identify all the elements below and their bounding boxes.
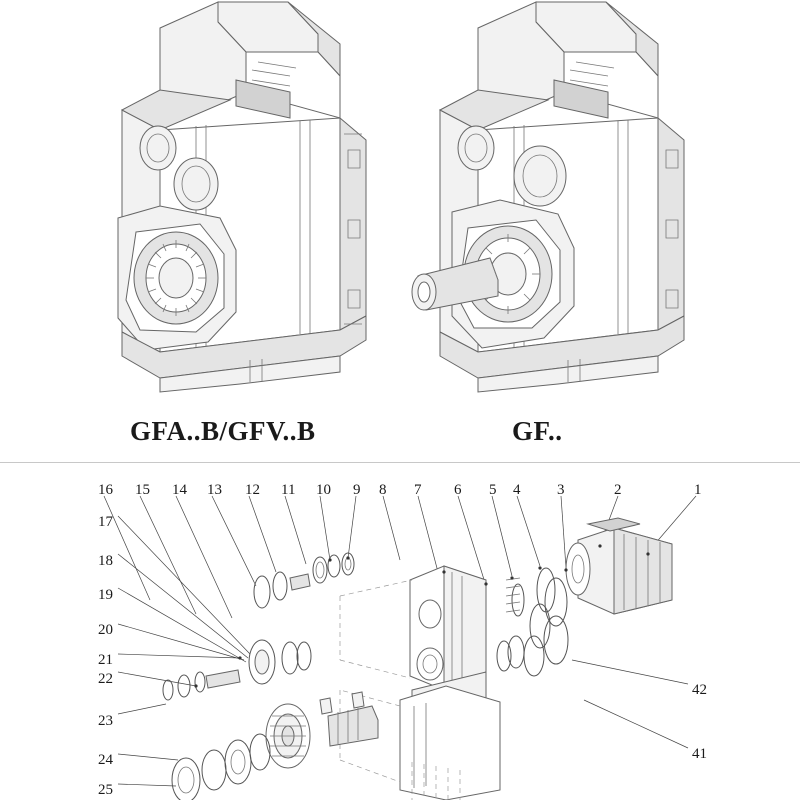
callout-1: 1: [694, 482, 702, 498]
callout-2: 2: [614, 482, 622, 498]
callout-8: 8: [379, 482, 387, 498]
callout-15: 15: [135, 482, 150, 498]
callout-6: 6: [454, 482, 462, 498]
callout-10: 10: [316, 482, 331, 498]
callout-12: 12: [245, 482, 260, 498]
callout-17: 17: [98, 514, 113, 530]
callout-4: 4: [513, 482, 521, 498]
callout-19: 19: [98, 587, 113, 603]
callout-11: 11: [281, 482, 296, 498]
caption-gfa-b-gfv-b: GFA..B/GFV..B: [130, 416, 316, 446]
callout-20: 20: [98, 622, 113, 638]
callout-23: 23: [98, 713, 113, 729]
left-gear-unit-drawing: [118, 2, 366, 392]
callout-7: 7: [414, 482, 422, 498]
callout-3: 3: [557, 482, 565, 498]
callout-41: 41: [692, 746, 707, 762]
callout-25: 25: [98, 782, 113, 798]
callout-5: 5: [489, 482, 497, 498]
callout-21: 21: [98, 652, 113, 668]
callout-13: 13: [207, 482, 222, 498]
callout-9: 9: [353, 482, 361, 498]
callout-14: 14: [172, 482, 187, 498]
caption-gf: GF..: [512, 416, 563, 446]
callout-24: 24: [98, 752, 113, 768]
callout-42: 42: [692, 682, 707, 698]
callout-18: 18: [98, 553, 113, 569]
callout-22: 22: [98, 671, 113, 687]
exploded-parts-diagram: [0, 462, 800, 801]
callout-16: 16: [98, 482, 113, 498]
right-gear-unit-drawing: [412, 2, 684, 392]
